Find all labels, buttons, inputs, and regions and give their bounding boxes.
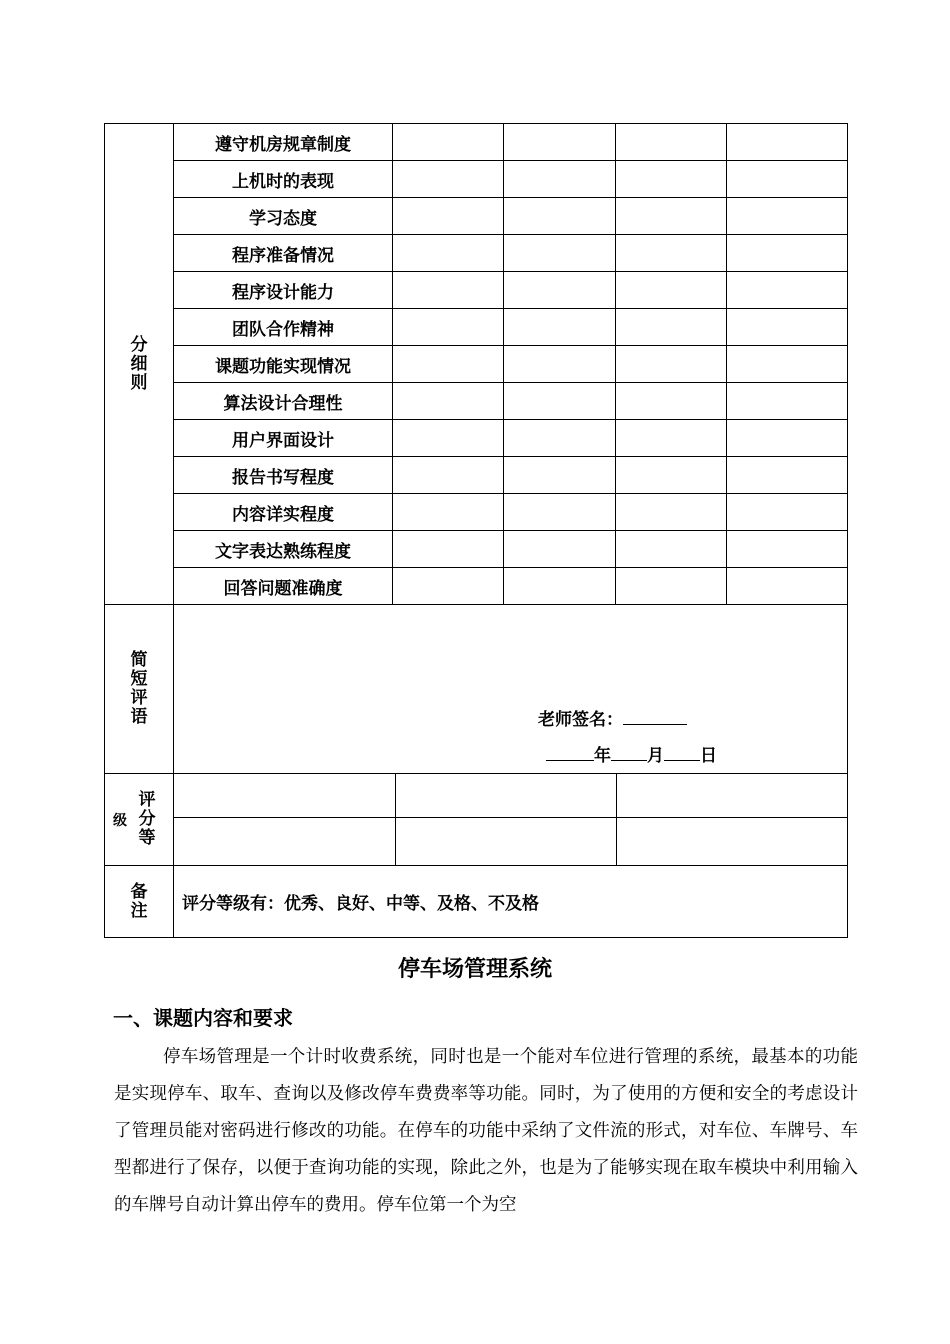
score-cell[interactable] [727,568,848,605]
score-cell[interactable] [393,568,504,605]
month-label: 月 [647,746,664,766]
score-cell[interactable] [616,457,727,494]
criterion-cell: 遵守机房规章制度 [174,124,393,161]
criterion-cell: 算法设计合理性 [174,383,393,420]
criterion-cell: 课题功能实现情况 [174,346,393,383]
criterion-cell: 团队合作精神 [174,309,393,346]
score-cell[interactable] [727,198,848,235]
score-cell[interactable] [727,309,848,346]
criterion-cell: 上机时的表现 [174,161,393,198]
evaluation-table [104,123,848,938]
document-title: 停车场管理系统 [397,957,552,982]
score-cell[interactable] [616,272,727,309]
score-cell[interactable] [393,420,504,457]
score-cell[interactable] [616,568,727,605]
grade-label: 评分等 [138,790,156,848]
score-cell[interactable] [616,235,727,272]
grade-label-cell [105,774,174,866]
score-cell[interactable] [393,235,504,272]
signature-label: 老师签名： [538,710,623,730]
score-cell[interactable] [727,346,848,383]
grade-area [174,774,848,866]
score-cell[interactable] [393,161,504,198]
criterion-cell: 程序设计能力 [174,272,393,309]
section-heading: 一、课题内容和要求 [113,1006,293,1030]
score-cell[interactable] [504,198,616,235]
score-cell[interactable] [393,198,504,235]
body-paragraph: 停车场管理是一个计时收费系统，同时也是一个能对车位进行管理的系统，最基本的功能是实现停车、取车、查询以及修改停车费费率等功能。同时，为了使用的方便和安全的考虑设计了管理员能对密码进行修改的功能。在停车的功能中采纳了文件流的形式，对车位、车牌号、车型都进行了保存，以便于查询功能的实现，除此之外，也是为了能够实现在取车模块中利用输入的车牌号自动计算出停车的费用。停车位第一个为空 [114,1047,858,1215]
score-cell[interactable] [504,383,616,420]
score-cell[interactable] [393,494,504,531]
score-cell[interactable] [504,531,616,568]
criterion-cell: 报告书写程度 [174,457,393,494]
score-cell[interactable] [504,494,616,531]
score-cell[interactable] [727,272,848,309]
score-cell[interactable] [504,124,616,161]
score-cell[interactable] [393,309,504,346]
date-line [546,741,717,766]
criterion-cell: 学习态度 [174,198,393,235]
section-label: 分细则 [105,124,174,605]
score-cell[interactable] [504,309,616,346]
score-cell[interactable] [504,346,616,383]
score-cell[interactable] [393,346,504,383]
score-cell[interactable] [616,420,727,457]
score-cell[interactable] [616,494,727,531]
score-cell[interactable] [727,235,848,272]
score-cell[interactable] [504,161,616,198]
score-cell[interactable] [504,568,616,605]
signature-blank[interactable] [623,710,687,725]
score-cell[interactable] [616,124,727,161]
score-cell[interactable] [727,420,848,457]
grade-side-label: 级 [113,813,127,829]
teacher-signature [538,705,687,730]
criterion-cell: 内容详实程度 [174,494,393,531]
criterion-cell: 回答问题准确度 [174,568,393,605]
score-cell[interactable] [727,531,848,568]
comment-area[interactable] [174,605,848,774]
score-cell[interactable] [504,272,616,309]
score-cell[interactable] [616,161,727,198]
score-cell[interactable] [727,161,848,198]
score-cell[interactable] [393,531,504,568]
score-cell[interactable] [504,457,616,494]
score-cell[interactable] [393,124,504,161]
score-cell[interactable] [616,309,727,346]
score-cell[interactable] [393,457,504,494]
score-cell[interactable] [727,383,848,420]
comment-label: 简短评语 [105,605,174,774]
score-cell[interactable] [393,272,504,309]
day-blank[interactable] [664,746,700,761]
score-cell[interactable] [393,383,504,420]
month-blank[interactable] [611,746,647,761]
criterion-cell: 程序准备情况 [174,235,393,272]
day-label: 日 [700,746,717,766]
criterion-cell: 用户界面设计 [174,420,393,457]
score-cell[interactable] [727,457,848,494]
score-cell[interactable] [616,383,727,420]
year-label: 年 [594,746,611,766]
score-cell[interactable] [727,494,848,531]
year-blank[interactable] [546,746,594,761]
note-text: 评分等级有：优秀、良好、中等、及格、不及格 [174,866,848,938]
score-cell[interactable] [727,124,848,161]
note-label: 备注 [105,866,174,938]
score-cell[interactable] [504,235,616,272]
score-cell[interactable] [616,346,727,383]
score-cell[interactable] [504,420,616,457]
criterion-cell: 文字表达熟练程度 [174,531,393,568]
score-cell[interactable] [616,198,727,235]
score-cell[interactable] [616,531,727,568]
